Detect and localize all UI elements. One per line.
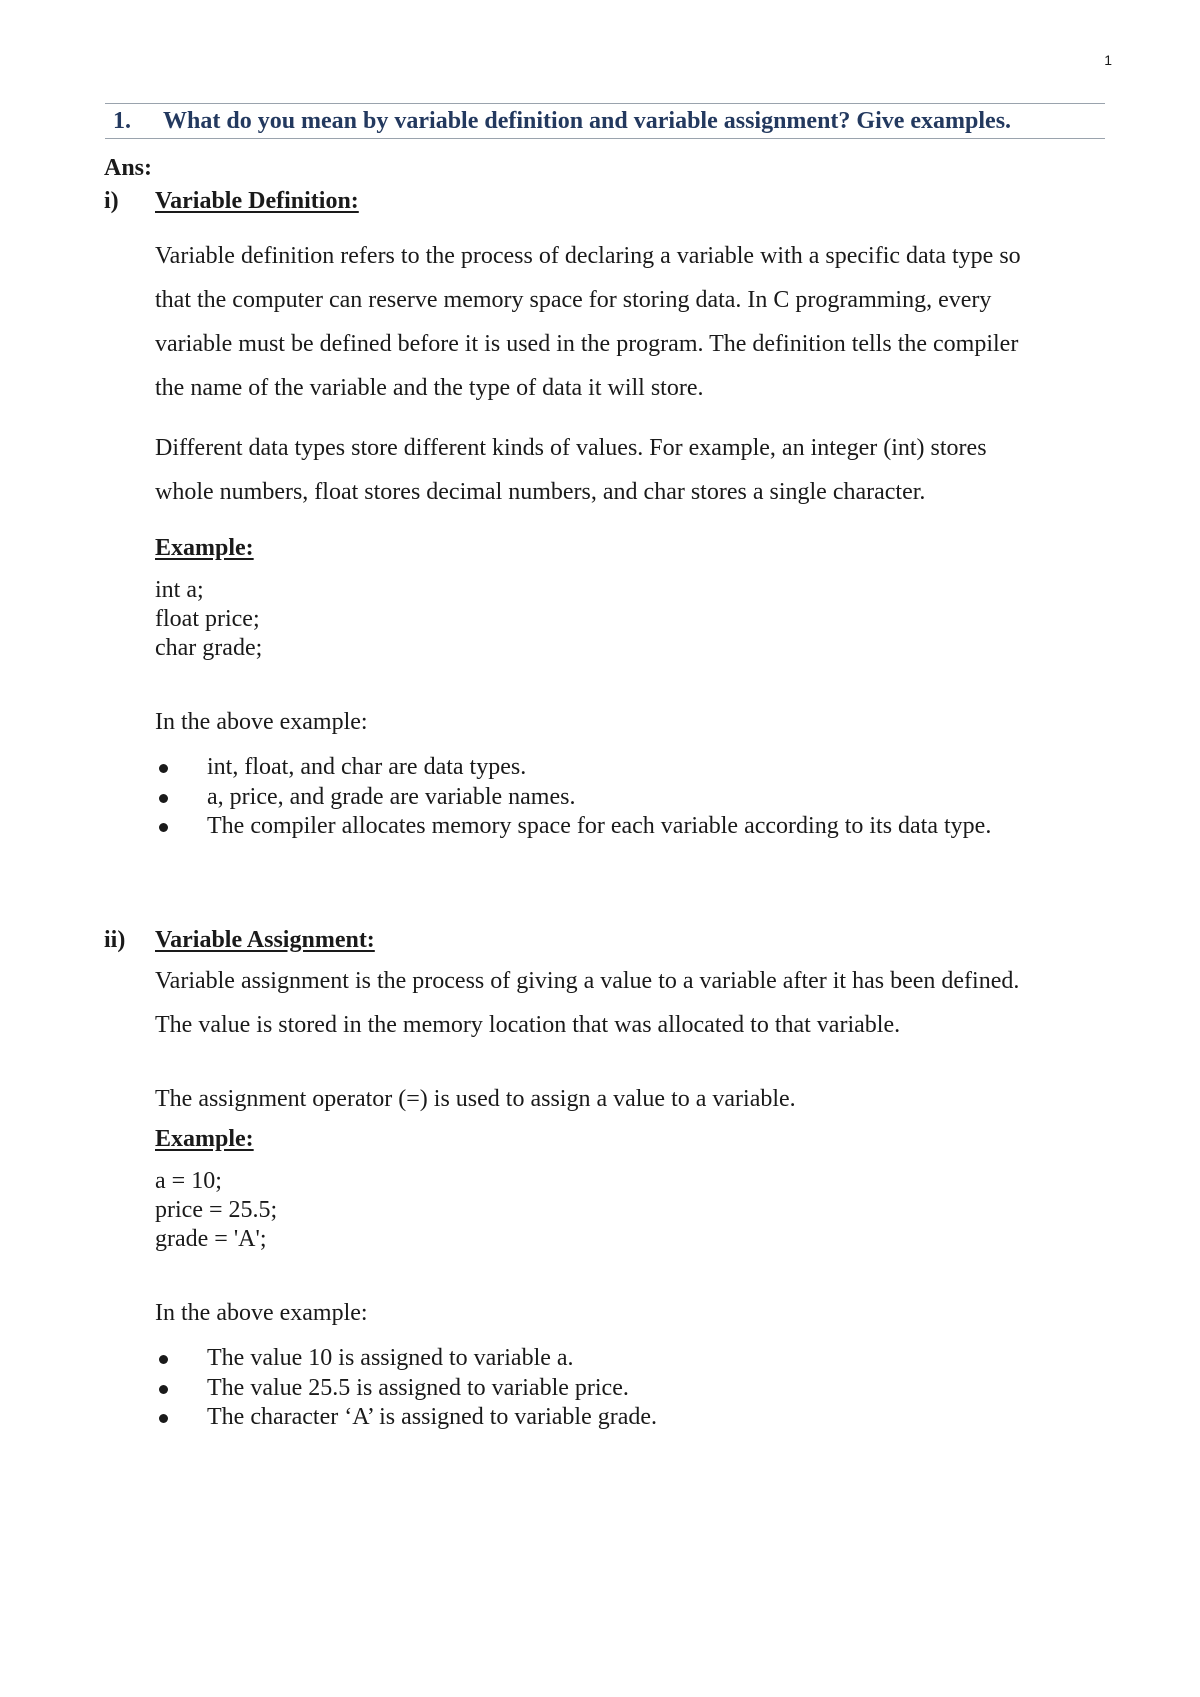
section-variable-definition: [104, 188, 1104, 842]
section-body: [155, 234, 1100, 842]
bullet-icon: [159, 1414, 168, 1423]
bullet-icon: [159, 764, 168, 773]
bullet-icon: [159, 1355, 168, 1364]
example-note: In the above example:: [155, 709, 368, 735]
list-item: [155, 812, 1100, 842]
paragraph-line: Variable assignment is the process of giving a value to a variable after it has been defined.: [155, 968, 1020, 994]
section-title: Variable Assignment:: [155, 927, 375, 953]
bullet-icon: [159, 794, 168, 803]
section-number: i): [104, 188, 119, 214]
paragraph-line: The assignment operator (=) is used to assign a value to a variable.: [155, 1086, 796, 1112]
paragraph-line: The value is stored in the memory location that was allocated to that variable.: [155, 1012, 901, 1038]
section-body: [155, 959, 1100, 1433]
section-heading: [104, 927, 1104, 954]
section-title: Variable Definition:: [155, 188, 359, 214]
code-line: grade = 'A';: [155, 1226, 267, 1252]
list-item-text: int, float, and char are data types.: [207, 754, 527, 780]
list-item-text: The character ‘A’ is assigned to variable grade.: [207, 1404, 658, 1430]
list-item: [155, 783, 1100, 813]
example-heading: Example:: [155, 1126, 254, 1152]
list-item: [155, 1374, 1100, 1404]
list-item-text: The compiler allocates memory space for each variable according to its data type.: [207, 813, 992, 839]
list-item-text: The value 10 is assigned to variable a.: [207, 1345, 574, 1371]
list-item-text: The value 25.5 is assigned to variable price.: [207, 1374, 629, 1401]
code-block: [155, 1167, 1100, 1254]
bullet-list: [155, 1344, 1100, 1433]
bullet-icon: [159, 823, 168, 832]
paragraph-line: whole numbers, float stores decimal numbers, and char stores a single character.: [155, 479, 926, 505]
example-note: In the above example:: [155, 1300, 368, 1326]
page-number: 1: [1104, 52, 1112, 68]
paragraph: [155, 426, 1100, 514]
paragraph-line: variable must be defined before it is used in the program. The definition tells the compiler: [155, 331, 1019, 357]
question-heading: [105, 103, 1105, 139]
paragraph-line: Different data types store different kinds of values. For example, an integer (int) stores: [155, 435, 987, 461]
paragraph-line: that the computer can reserve memory space for storing data. In C programming, every: [155, 287, 992, 313]
section-variable-assignment: [104, 927, 1104, 1433]
paragraph: [155, 959, 1100, 1047]
list-item-text: a, price, and grade are variable names.: [207, 783, 576, 810]
question-number: 1.: [113, 108, 131, 134]
code-line: a = 10;: [155, 1168, 222, 1194]
bullet-list: [155, 753, 1100, 842]
answer-label: Ans:: [104, 155, 153, 181]
list-item: [155, 753, 1100, 783]
question-text: What do you mean by variable definition and variable assignment? Give examples.: [163, 108, 1012, 134]
paragraph-line: the name of the variable and the type of data it will store.: [155, 375, 704, 401]
section-number: ii): [104, 927, 126, 953]
list-item: [155, 1344, 1100, 1374]
code-line: int a;: [155, 577, 204, 603]
code-line: char grade;: [155, 635, 263, 661]
paragraph: [155, 234, 1100, 410]
paragraph: [155, 1077, 1100, 1121]
code-line: float price;: [155, 606, 260, 632]
paragraph-line: Variable definition refers to the process of declaring a variable with a specific data type so: [155, 243, 1021, 269]
bullet-icon: [159, 1385, 168, 1394]
code-block: [155, 576, 1100, 663]
example-heading: Example:: [155, 535, 254, 561]
section-heading: [104, 188, 1104, 215]
list-item: [155, 1403, 1100, 1433]
code-line: price = 25.5;: [155, 1197, 278, 1223]
